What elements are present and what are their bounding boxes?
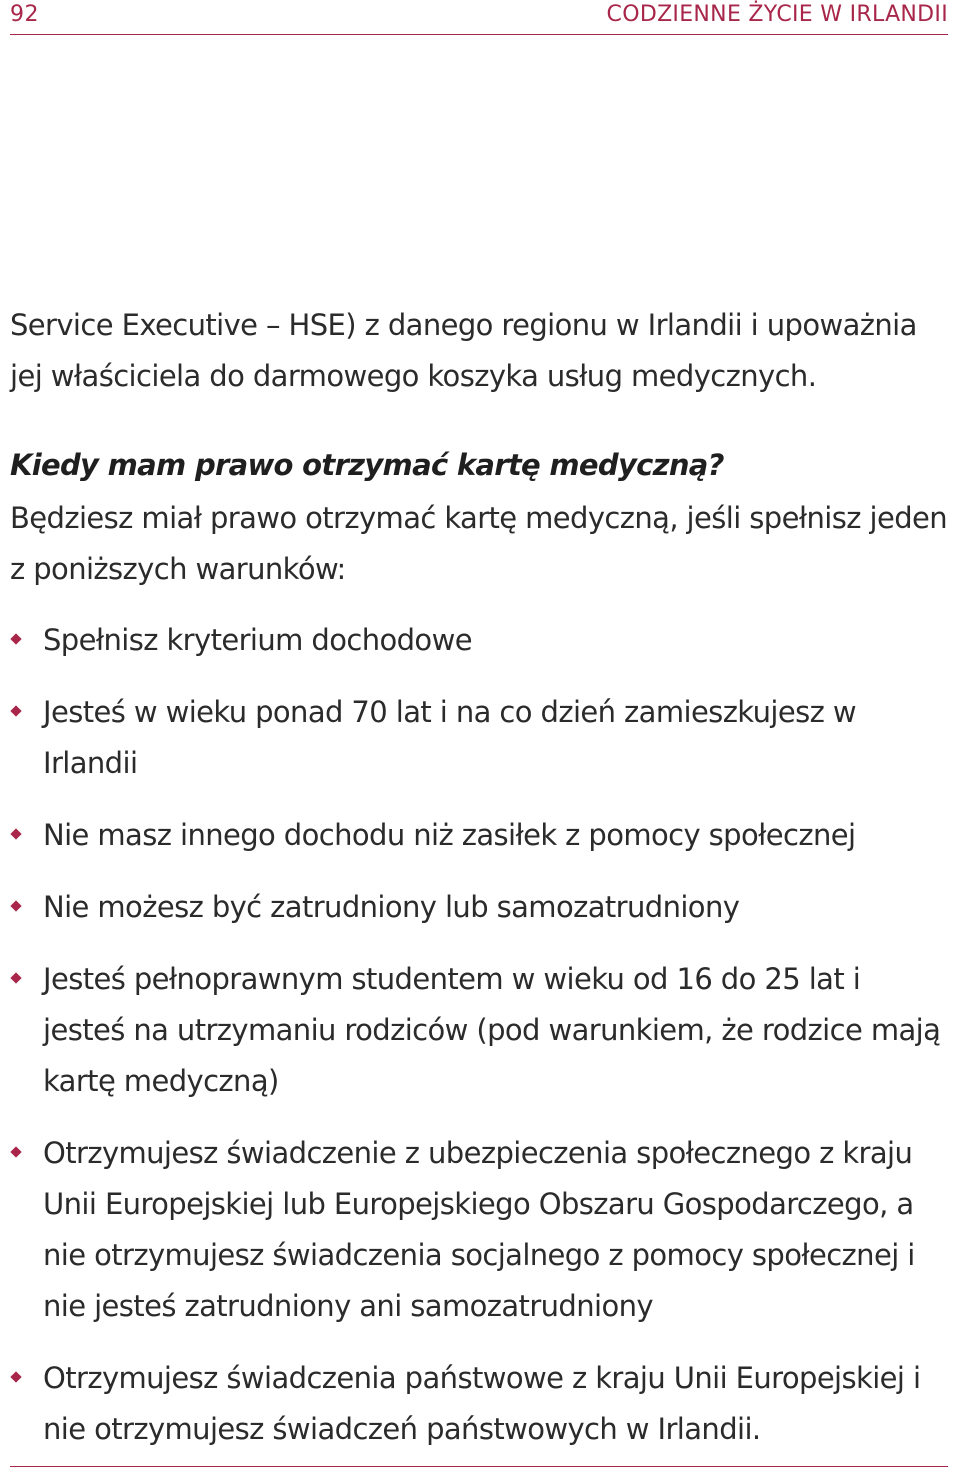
list-item-text: Jesteś w wieku ponad 70 lat i na co dzień zamieszkujesz w Irlandii	[43, 695, 856, 780]
list-item	[10, 954, 948, 1107]
diamond-bullet-icon	[10, 900, 21, 911]
diamond-bullet-icon	[10, 972, 21, 983]
page-number: 92	[10, 2, 39, 27]
page-header	[10, 0, 948, 35]
diamond-bullet-icon	[10, 828, 21, 839]
footer-divider	[10, 1466, 948, 1467]
list-item	[10, 1128, 948, 1332]
list-item	[10, 615, 948, 666]
list-item-text: Spełnisz kryterium dochodowe	[43, 623, 472, 657]
list-item	[10, 1353, 948, 1455]
list-item-text: Nie możesz być zatrudniony lub samozatrudniony	[43, 890, 740, 924]
section-heading: Kiedy mam prawo otrzymać kartę medyczną?	[10, 448, 724, 482]
diamond-bullet-icon	[10, 1146, 21, 1157]
list-item	[10, 810, 948, 861]
intro-paragraph: Będziesz miał prawo otrzymać kartę medyczną, jeśli spełnisz jeden z poniższych warunków:	[10, 501, 948, 586]
diamond-bullet-icon	[10, 1371, 21, 1382]
diamond-bullet-icon	[10, 633, 21, 644]
list-item-text: Otrzymujesz świadczenie z ubezpieczenia społecznego z kraju Unii Europejskiej lub Europejskiego Obszaru Gospodarczego, a nie otrzymujesz świadczenia socjalnego z pomocy społecznej i nie jesteś zatrudniony ani samozatrudniony	[43, 1136, 915, 1323]
continuation-paragraph: Service Executive – HSE) z danego regionu w Irlandii i upoważnia jej właściciela do darmowego koszyka usług medycznych.	[10, 308, 917, 393]
list-item	[10, 882, 948, 933]
main-content	[10, 300, 948, 1476]
conditions-list	[10, 615, 948, 1455]
list-item	[10, 687, 948, 789]
list-item-text: Nie masz innego dochodu niż zasiłek z pomocy społecznej	[43, 818, 856, 852]
list-item-text: Otrzymujesz świadczenia państwowe z kraju Unii Europejskiej i nie otrzymujesz świadczeń państwowych w Irlandii.	[43, 1361, 921, 1446]
running-title: CODZIENNE ŻYCIE W IRLANDII	[606, 2, 948, 27]
diamond-bullet-icon	[10, 705, 21, 716]
list-item-text: Jesteś pełnoprawnym studentem w wieku od 16 do 25 lat i jesteś na utrzymaniu rodziców (pod warunkiem, że rodzice mają kartę medyczną)	[43, 962, 941, 1098]
